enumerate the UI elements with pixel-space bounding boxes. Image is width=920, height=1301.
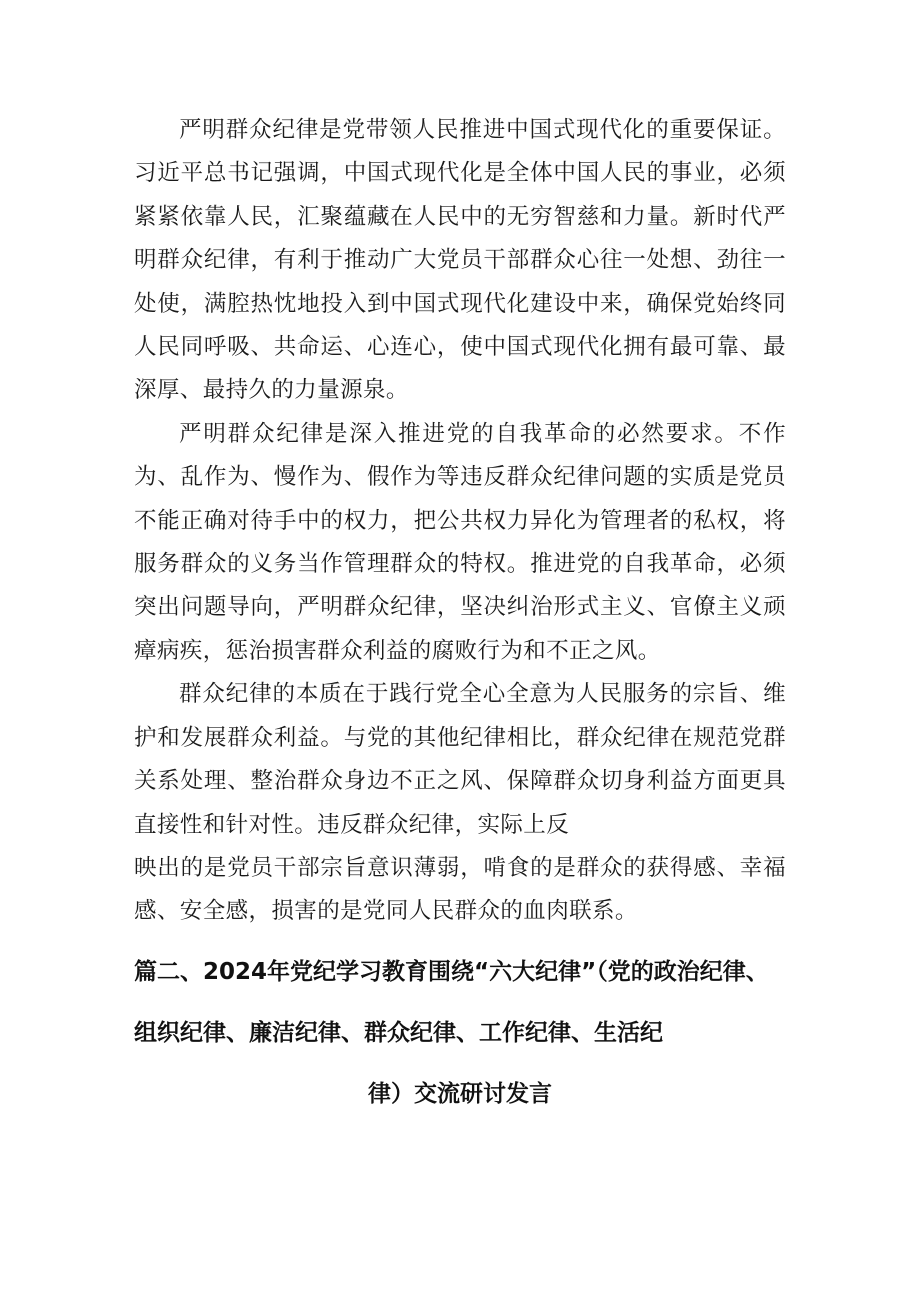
heading-line-3: 律）交流研讨发言	[368, 1081, 552, 1107]
paragraph-3-continuation: 映出的是党员干部宗旨意识薄弱，啃食的是群众的获得感、幸福感、安全感，损害的是党同人民群众的血肉联系。	[134, 854, 786, 925]
paragraph-1: 严明群众纪律是党带领人民推进中国式现代化的重要保证。习近平总书记强调，中国式现代化是全体中国人民的事业，必须紧紧依靠人民，汇聚蕴藏在人民中的无穷智慈和力量。新时代严明群众纪律，有利于推动广大党员干部群众心往一处想、劲往一处使，满腔热忱地投入到中国式现代化建设中来，确保党始终同人民同呼吸、共命运、心连心，使中国式现代化拥有最可靠、最深厚、最持久的力量源泉。	[134, 117, 786, 404]
paragraph-3: 群众纪律的本质在于践行党全心全意为人民服务的宗旨、维护和发展群众利益。与党的其他纪律相比，群众纪律在规范党群关系处理、整治群众身边不正之风、保障群众切身利益方面更具直接性和针对性。违反群众纪律，实际上反	[134, 681, 786, 838]
heading-line-2: 组织纪律、廉洁纪律、群众纪律、工作纪律、生活纪	[134, 1020, 663, 1046]
section-heading	[134, 958, 786, 1109]
body-text	[134, 109, 786, 934]
paragraph-2: 严明群众纪律是深入推进党的自我革命的必然要求。不作为、乱作为、慢作为、假作为等违反群众纪律问题的实质是党员不能正确对待手中的权力，把公共权力异化为管理者的私权，将服务群众的义务当作管理群众的特权。推进党的自我革命，必须突出问题导向，严明群众纪律，坚决纠治形式主义、官僚主义顽瘴病疾，惩治损害群众利益的腐败行为和不正之风。	[134, 420, 786, 664]
heading-line-1: 篇二、2024年党纪学习教育围绕“六大纪律”（党的政治纪律、	[134, 959, 769, 985]
